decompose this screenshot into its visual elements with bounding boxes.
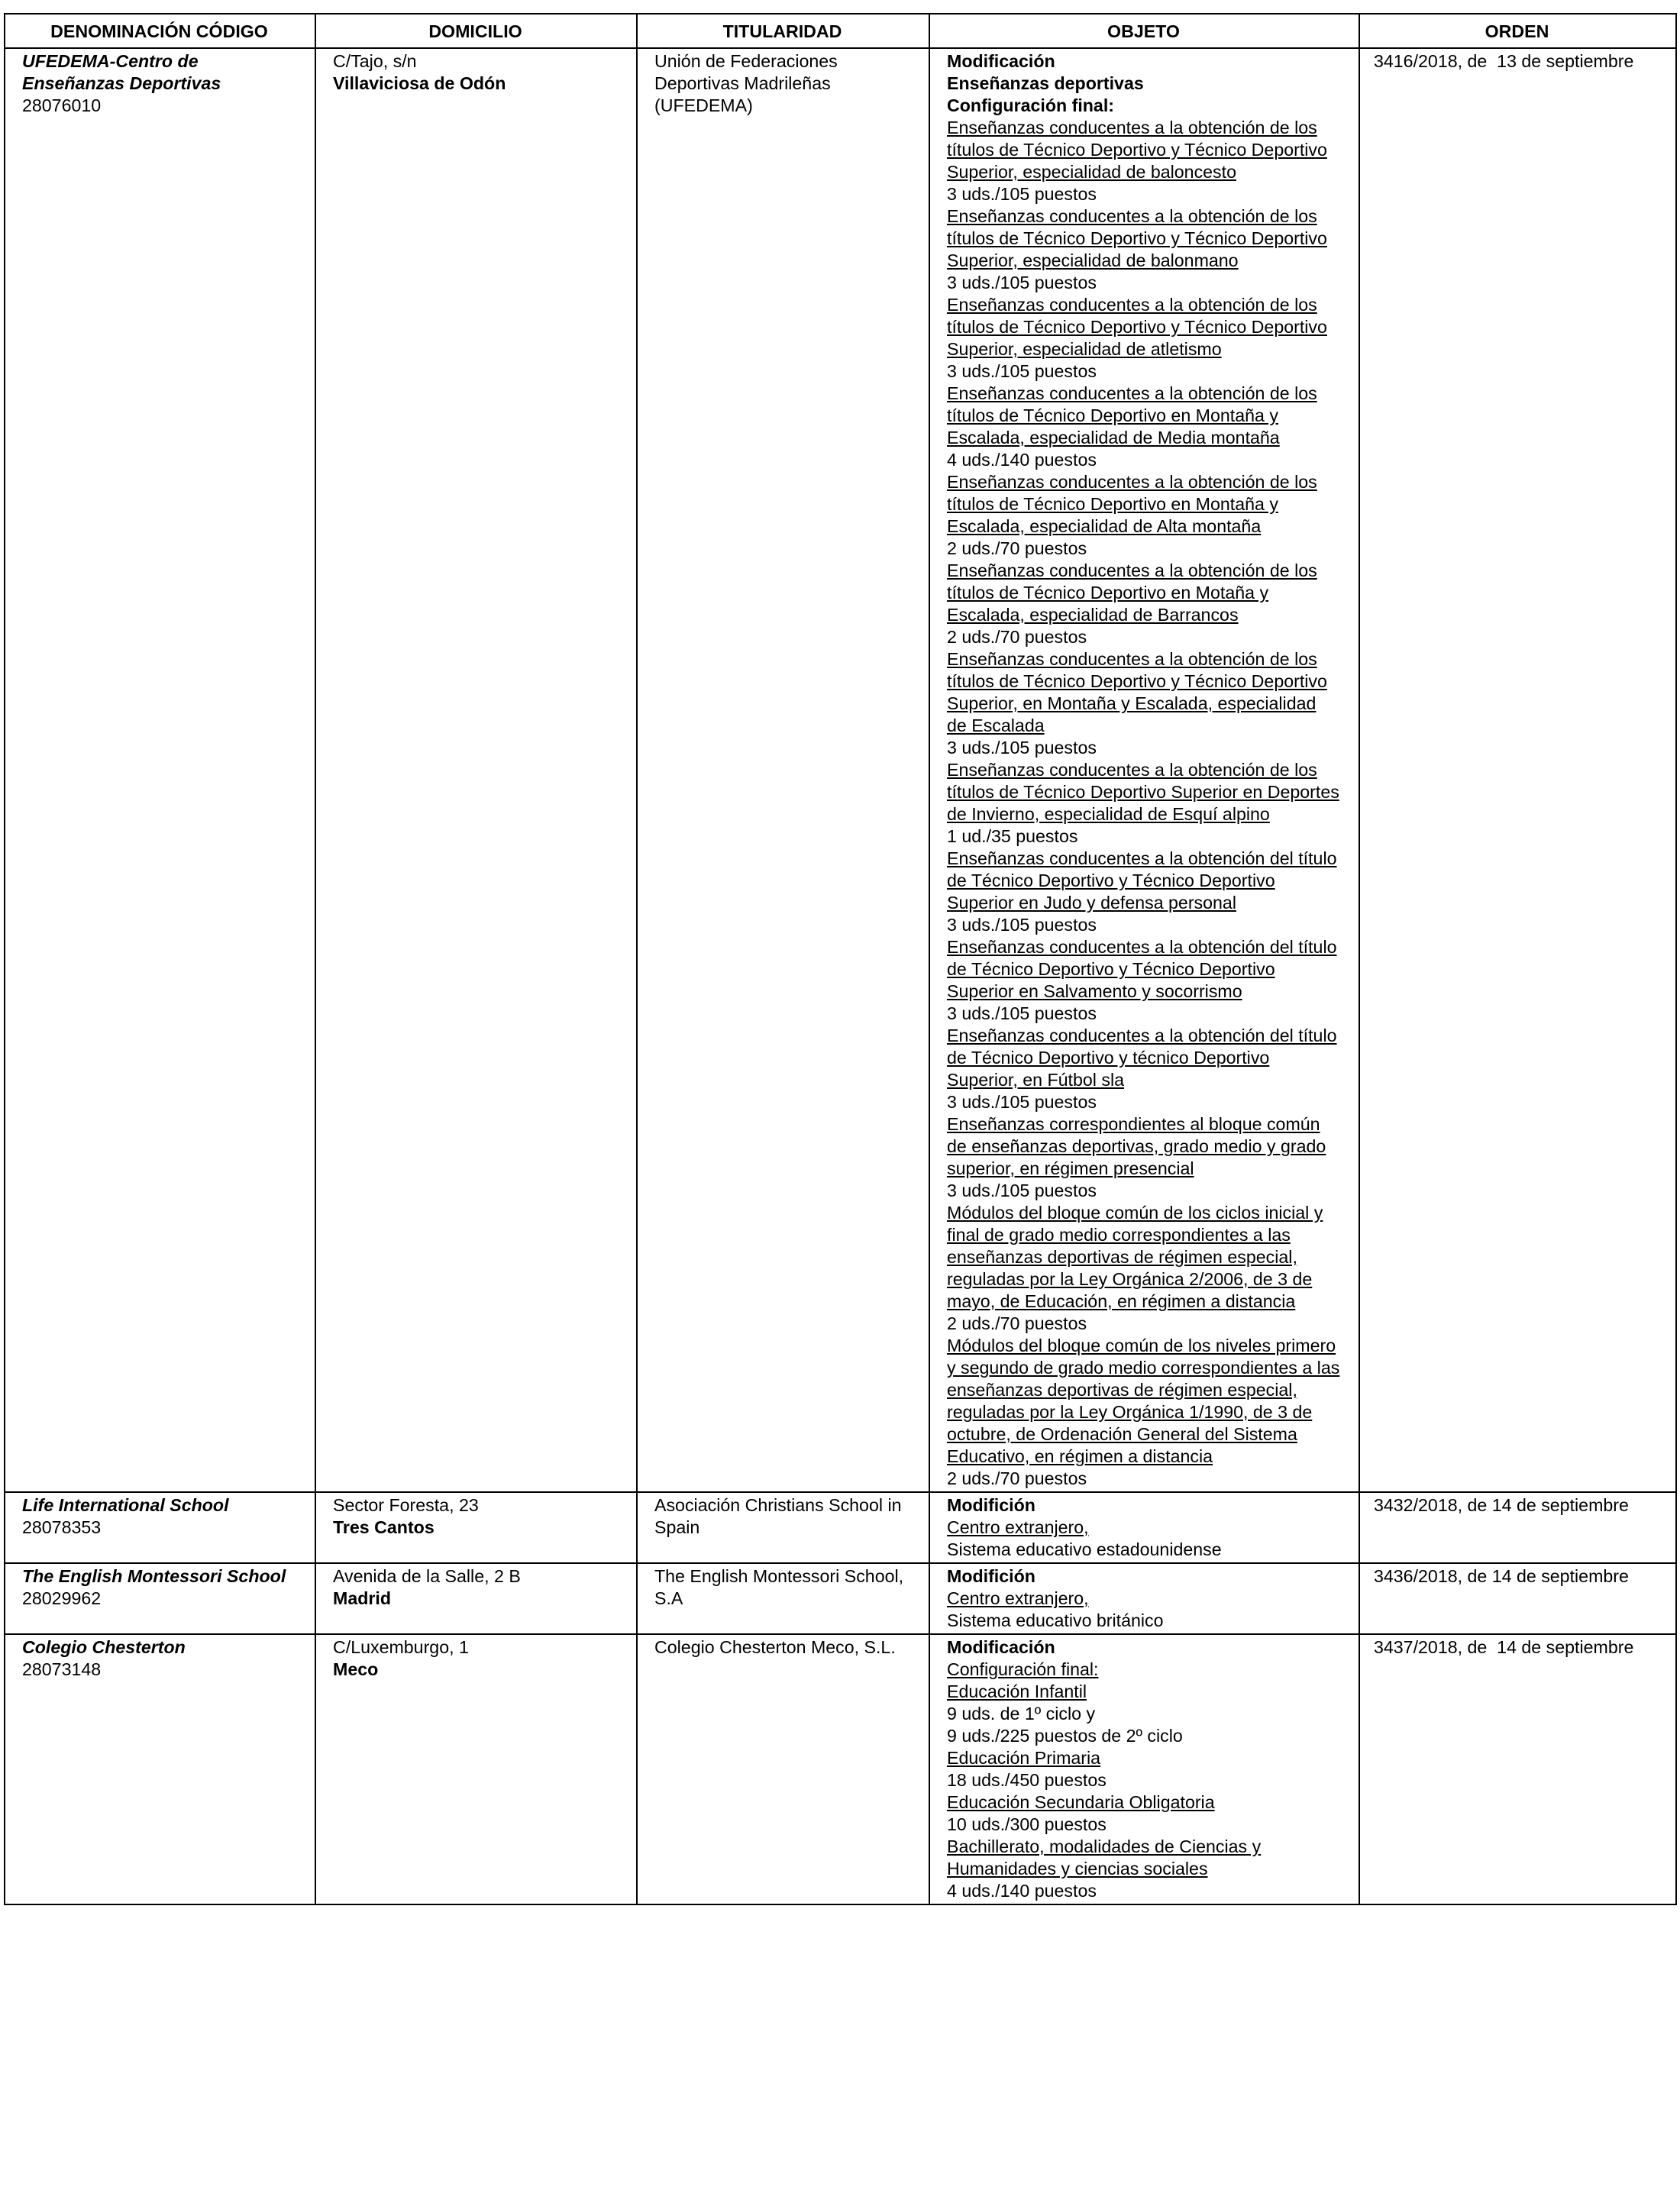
table-body: [5, 48, 1676, 1904]
object-line: Enseñanzas conducentes a la obtención del título de Técnico Deportivo y Técnico Deportivo Superior en Judo y defensa personal: [947, 848, 1337, 913]
object-line: 3 uds./105 puestos: [947, 738, 1097, 758]
header-titularidad: TITULARIDAD: [637, 14, 929, 48]
object-line: 4 uds./140 puestos: [947, 450, 1097, 470]
object-line: 9 uds./225 puestos de 2º ciclo: [947, 1726, 1183, 1746]
address: C/Luxemburgo, 1: [333, 1637, 469, 1657]
address: Avenida de la Salle, 2 B: [333, 1566, 521, 1586]
table-row: [5, 1492, 1676, 1563]
object-line: 3 uds./105 puestos: [947, 273, 1097, 292]
cell-titularidad: [637, 1492, 929, 1563]
cell-objeto: [929, 1634, 1359, 1904]
object-line: 3 uds./105 puestos: [947, 1003, 1097, 1023]
cell-orden: [1359, 1634, 1676, 1904]
header-domicilio: DOMICILIO: [315, 14, 637, 48]
object-line: Educación Primaria: [947, 1748, 1101, 1768]
object-line: Sistema educativo estadounidense: [947, 1539, 1222, 1559]
object-line: Educación Infantil: [947, 1681, 1087, 1701]
center-code: 28078353: [22, 1517, 102, 1537]
object-line: 4 uds./140 puestos: [947, 1881, 1097, 1901]
city: Meco: [333, 1659, 379, 1679]
cell-objeto: [929, 1563, 1359, 1634]
address: Sector Foresta, 23: [333, 1495, 479, 1515]
object-line: 2 uds./70 puestos: [947, 627, 1087, 647]
city: Villaviciosa de Odón: [333, 73, 506, 93]
object-line: 9 uds. de 1º ciclo y: [947, 1704, 1096, 1723]
address: C/Tajo, s/n: [333, 51, 417, 71]
city: Tres Cantos: [333, 1517, 435, 1537]
object-line: Enseñanzas deportivas: [947, 73, 1144, 93]
object-line: Enseñanzas conducentes a la obtención de los títulos de Técnico Deportivo en Motaña y Escalada, especialidad de Barrancos: [947, 560, 1317, 625]
object-line: 2 uds./70 puestos: [947, 1313, 1087, 1333]
header-row: [5, 14, 1676, 48]
object-line: Enseñanzas conducentes a la obtención del título de Técnico Deportivo y Técnico Deportivo Superior en Salvamento y socorrismo: [947, 937, 1337, 1001]
center-code: 28076010: [22, 95, 102, 115]
order-ref: 3416/2018, de 13 de septiembre: [1374, 51, 1634, 71]
object-line: Enseñanzas conducentes a la obtención de los títulos de Técnico Deportivo y Técnico Deportivo Superior, especialidad de balonmano: [947, 206, 1327, 270]
object-line: Módulos del bloque común de los ciclos inicial y final de grado medio correspondientes a las enseñanzas deportivas de régimen especial, reguladas por la Ley Orgánica 2/2006, de 3 de mayo, de Educación, en régimen a distancia: [947, 1203, 1323, 1311]
object-line: Enseñanzas conducentes a la obtención del título de Técnico Deportivo y técnico Deportivo Superior, en Fútbol sla: [947, 1026, 1337, 1090]
header-denominacion: DENOMINACIÓN CÓDIGO: [5, 14, 315, 48]
object-line: Enseñanzas conducentes a la obtención de los títulos de Técnico Deportivo en Montaña y Escalada, especialidad de Media montaña: [947, 383, 1317, 447]
object-line: 3 uds./105 puestos: [947, 1092, 1097, 1112]
object-line: Sistema educativo británico: [947, 1610, 1164, 1630]
object-line: Bachillerato, modalidades de Ciencias y Humanidades y ciencias sociales: [947, 1836, 1262, 1878]
cell-denominacion: [5, 1634, 315, 1904]
cell-denominacion: [5, 1492, 315, 1563]
object-line: Enseñanzas conducentes a la obtención de los títulos de Técnico Deportivo Superior en Deportes de Invierno, especialidad de Esquí alpino: [947, 760, 1339, 824]
cell-titularidad: [637, 48, 929, 1492]
object-line: 2 uds./70 puestos: [947, 1468, 1087, 1488]
cell-titularidad: [637, 1634, 929, 1904]
header-objeto: OBJETO: [929, 14, 1359, 48]
cell-domicilio: [315, 1492, 637, 1563]
object-line: 2 uds./70 puestos: [947, 538, 1087, 558]
object-line: Configuración final:: [947, 95, 1114, 115]
table-row: [5, 48, 1676, 1492]
object-line: Enseñanzas conducentes a la obtención de los títulos de Técnico Deportivo en Montaña y Escalada, especialidad de Alta montaña: [947, 472, 1317, 536]
object-line: Modifición: [947, 1495, 1035, 1515]
cell-objeto: [929, 1492, 1359, 1563]
cell-domicilio: [315, 48, 637, 1492]
center-name: The English Montessori School: [22, 1566, 286, 1586]
owner: Colegio Chesterton Meco, S.L.: [654, 1637, 896, 1657]
object-line: Modificación: [947, 51, 1055, 71]
object-line: Enseñanzas conducentes a la obtención de los títulos de Técnico Deportivo y Técnico Deportivo Superior, especialidad de baloncesto: [947, 118, 1327, 182]
cell-denominacion: [5, 48, 315, 1492]
object-line: 3 uds./105 puestos: [947, 361, 1097, 381]
object-line: Modifición: [947, 1566, 1035, 1586]
object-line: Configuración final:: [947, 1659, 1099, 1679]
object-line: Enseñanzas conducentes a la obtención de los títulos de Técnico Deportivo y Técnico Deportivo Superior, en Montaña y Escalada, especialidad de Escalada: [947, 649, 1327, 735]
center-name: Colegio Chesterton: [22, 1637, 186, 1657]
order-ref: 3436/2018, de 14 de septiembre: [1374, 1566, 1629, 1586]
center-code: 28029962: [22, 1588, 102, 1608]
order-ref: 3437/2018, de 14 de septiembre: [1374, 1637, 1634, 1657]
owner: Unión de Federaciones Deportivas Madrileñas (UFEDEMA): [654, 51, 838, 115]
object-line: 3 uds./105 puestos: [947, 1181, 1097, 1200]
center-name: Life International School: [22, 1495, 229, 1515]
cell-orden: [1359, 1563, 1676, 1634]
cell-orden: [1359, 1492, 1676, 1563]
cell-domicilio: [315, 1563, 637, 1634]
cell-objeto: [929, 48, 1359, 1492]
object-line: Centro extranjero,: [947, 1588, 1089, 1608]
object-line: Enseñanzas correspondientes al bloque común de enseñanzas deportivas, grado medio y grado superior, en régimen presencial: [947, 1114, 1326, 1178]
centers-table: [4, 13, 1677, 1905]
object-line: Centro extranjero,: [947, 1517, 1089, 1537]
object-line: 3 uds./105 puestos: [947, 184, 1097, 204]
table-row: [5, 1563, 1676, 1634]
owner: The English Montessori School, S.A: [654, 1566, 904, 1608]
object-line: Módulos del bloque común de los niveles primero y segundo de grado medio correspondientes a las enseñanzas deportivas de régimen especial, reguladas por la Ley Orgánica 1/1990, de 3 de octubre, de Ordenación General del Sistema Educativo, en régimen a distancia: [947, 1336, 1340, 1466]
owner: Asociación Christians School in Spain: [654, 1495, 902, 1537]
header-orden: ORDEN: [1359, 14, 1676, 48]
object-line: Enseñanzas conducentes a la obtención de los títulos de Técnico Deportivo y Técnico Deportivo Superior, especialidad de atletismo: [947, 295, 1327, 359]
cell-denominacion: [5, 1563, 315, 1634]
order-ref: 3432/2018, de 14 de septiembre: [1374, 1495, 1629, 1515]
object-line: 3 uds./105 puestos: [947, 915, 1097, 935]
city: Madrid: [333, 1588, 392, 1608]
table-row: [5, 1634, 1676, 1904]
object-line: Modificación: [947, 1637, 1055, 1657]
center-code: 28073148: [22, 1659, 102, 1679]
object-line: 18 uds./450 puestos: [947, 1770, 1107, 1790]
cell-orden: [1359, 48, 1676, 1492]
object-line: 1 ud./35 puestos: [947, 826, 1078, 846]
object-line: 10 uds./300 puestos: [947, 1814, 1107, 1834]
object-line: Educación Secundaria Obligatoria: [947, 1792, 1215, 1812]
cell-domicilio: [315, 1634, 637, 1904]
center-name: UFEDEMA-Centro de Enseñanzas Deportivas: [22, 51, 221, 93]
cell-titularidad: [637, 1563, 929, 1634]
